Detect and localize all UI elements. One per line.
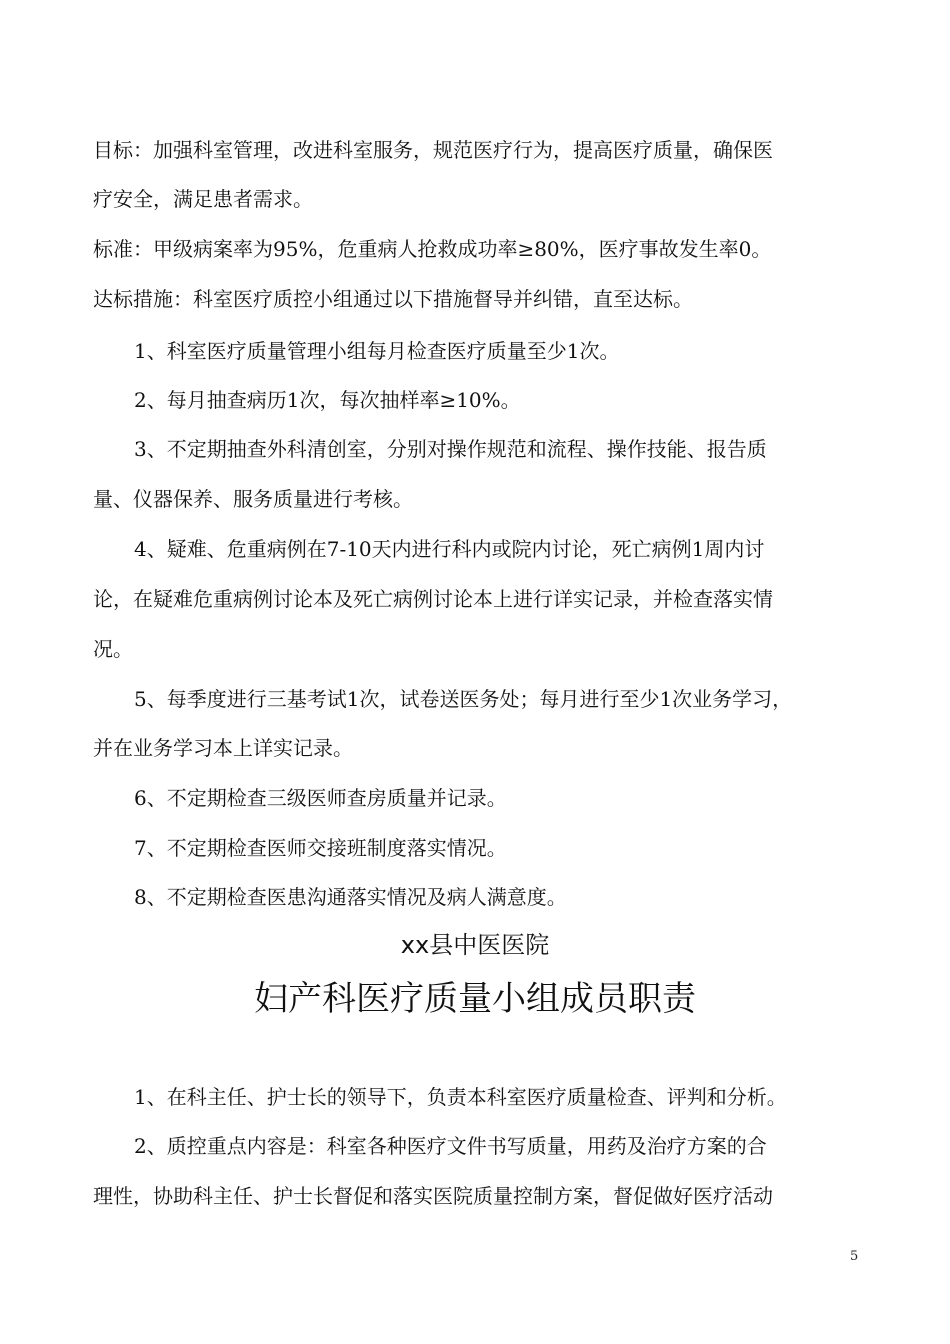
- goal-line-1: 目标：加强科室管理，改进科室服务，规范医疗行为，提高医疗质量，确保医: [93, 138, 773, 162]
- measure-item-3-line-2: 量、仪器保养、服务质量进行考核。: [93, 487, 413, 511]
- duty-item-2-line-1: 2、质控重点内容是：科室各种医疗文件书写质量，用药及治疗方案的合: [134, 1134, 767, 1158]
- measure-item-6: 6、不定期检查三级医师查房质量并记录。: [134, 786, 507, 810]
- measure-item-4-line-1: 4、疑难、危重病例在7-10天内进行科内或院内讨论，死亡病例1周内讨: [134, 537, 765, 561]
- measure-item-5-line-1: 5、每季度进行三基考试1次，试卷送医务处；每月进行至少1次业务学习，: [134, 687, 793, 711]
- duty-item-2-line-2: 理性，协助科主任、护士长督促和落实医院质量控制方案，督促做好医疗活动: [93, 1184, 773, 1208]
- measure-item-2: 2、每月抽查病历1次，每次抽样率≥10%。: [134, 388, 521, 412]
- measure-item-4-line-2: 论，在疑难危重病例讨论本及死亡病例讨论本上进行详实记录，并检查落实情: [93, 587, 773, 611]
- goal-line-2: 疗安全，满足患者需求。: [93, 187, 313, 211]
- measure-item-7: 7、不定期检查医师交接班制度落实情况。: [134, 836, 507, 860]
- measures-intro: 达标措施：科室医疗质控小组通过以下措施督导并纠错，直至达标。: [93, 287, 693, 311]
- page-number: 5: [850, 1249, 859, 1264]
- measure-item-4-line-3: 况。: [93, 637, 133, 661]
- measure-item-8: 8、不定期检查医患沟通落实情况及病人满意度。: [134, 885, 567, 909]
- section-title: 妇产科医疗质量小组成员职责: [254, 979, 696, 1019]
- measure-item-1: 1、科室医疗质量管理小组每月检查医疗质量至少1次。: [134, 339, 620, 363]
- duty-item-1: 1、在科主任、护士长的领导下，负责本科室医疗质量检查、评判和分析。: [134, 1085, 787, 1109]
- measure-item-5-line-2: 并在业务学习本上详实记录。: [93, 736, 353, 760]
- hospital-name: xx县中医医院: [400, 931, 550, 959]
- standard-line: 标准：甲级病案率为95%，危重病人抢救成功率≥80%，医疗事故发生率0。: [93, 237, 772, 261]
- measure-item-3-line-1: 3、不定期抽查外科清创室，分别对操作规范和流程、操作技能、报告质: [134, 437, 767, 461]
